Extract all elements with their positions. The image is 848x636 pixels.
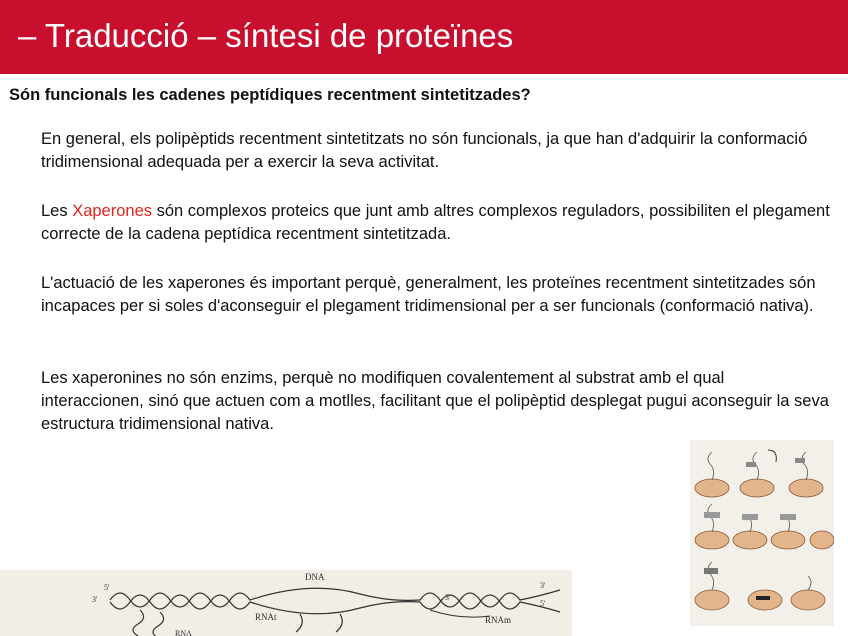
label-rnat: RNAt [255,612,277,622]
label-3prime-mid: 3' [445,593,451,602]
label-3prime-left: 3' [92,595,98,604]
paragraph-xaperones [41,200,831,246]
label-rnam: RNAm [485,615,512,625]
label-dna: DNA [305,572,325,582]
label-5prime-left: 5' [104,583,110,592]
paragraph-general: En general, els polipèptids recentment sintetitzats no són funcionals, ja que han d'adquirir la conformació tridimensional adequada per a exercir la seva activitat. [41,130,808,171]
p2-rest: són complexos proteics que junt amb altres complexos reguladors, possibiliten el plegament correcte de la cadena peptídica recentment sintetitzada. [41,202,830,243]
xaperones-highlight: Xaperones [72,202,152,220]
slide-title: – Traducció – síntesi de proteïnes [18,17,514,54]
p2-start: Les [41,202,73,220]
chaperone-folding-figure [690,440,834,626]
label-rna: RNA [175,629,192,636]
paragraph-xaperonines: Les xaperonines no són enzims, perquè no modifiquen covalentement al substrat amb el qual interaccionen, sinó que actuen com a motlles, facilitant que el polipèptid desplegat pugui aconseguir la seva estructura tridimensional nativa. [41,369,829,433]
label-5prime-right: 5' [540,599,546,608]
figure-background [0,570,572,636]
title-bar [0,0,848,74]
label-3prime-right: 3' [540,581,546,590]
paragraph-importance: L'actuació de les xaperones és important perquè, generalment, les proteïnes recentment sintetitzades són incapaces per si soles d'aconseguir el plegament tridimensional per a ser funcionals (conformació nativa). [41,274,816,315]
dna-transcription-figure [0,570,572,636]
question-heading: Són funcionals les cadenes peptídiques recentment sintetitzades? [9,86,531,104]
